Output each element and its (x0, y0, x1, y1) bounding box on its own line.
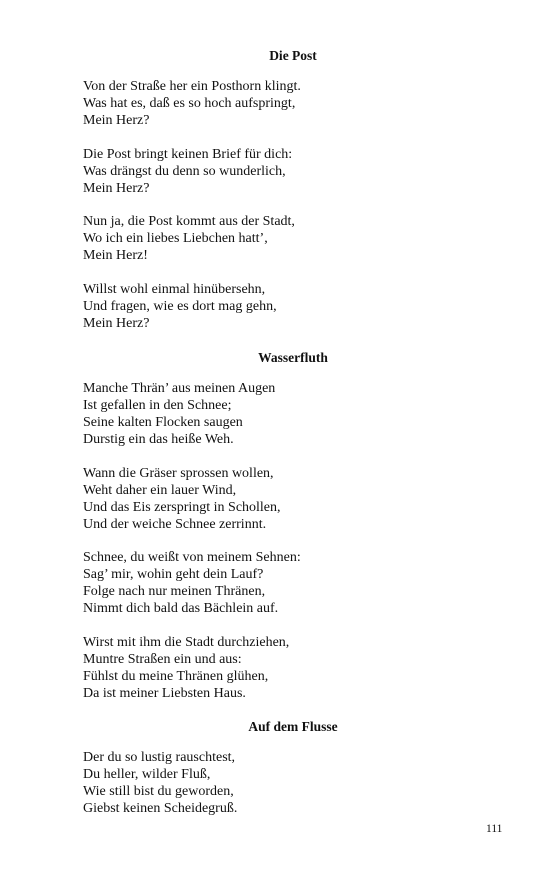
verse-line: Mein Herz? (83, 180, 150, 196)
verse-line: Wie still bist du geworden, (83, 784, 234, 799)
verse-line: Wo ich ein liebes Liebchen hatt’, (83, 231, 268, 246)
stanza (83, 549, 503, 617)
verse-line: Seine kalten Flocken saugen (83, 415, 243, 430)
verse-line: Und der weiche Schnee zerrinnt. (83, 516, 267, 532)
poem-title: Wasserfluth (258, 350, 328, 365)
verse-line: Mein Herz? (83, 113, 150, 128)
stanza (83, 380, 503, 448)
verse-line: Was hat es, daß es so hoch aufspringt, (83, 96, 296, 111)
stanza (83, 749, 503, 817)
verse-line: Durstig ein das heiße Weh. (83, 432, 234, 447)
verse-line: Willst wohl einmal hinübersehn, (83, 281, 266, 297)
page-number: 111 (486, 823, 503, 835)
stanza (83, 281, 503, 332)
verse-line: Wirst mit ihm die Stadt durchziehen, (83, 634, 290, 650)
verse-line: Giebst keinen Scheidegruß. (83, 801, 238, 816)
poem-title: Auf dem Flusse (248, 719, 338, 734)
verse-line: Muntre Straßen ein und aus: (83, 651, 242, 667)
verse-line: Ist gefallen in den Schnee; (83, 398, 232, 413)
verse-line: Und fragen, wie es dort mag gehn, (83, 298, 277, 314)
stanza (83, 634, 503, 702)
verse-line: Mein Herz? (83, 315, 150, 331)
verse-line: Von der Straße her ein Posthorn klingt. (83, 79, 301, 94)
verse-line: Folge nach nur meinen Thränen, (83, 584, 266, 599)
verse-line: Da ist meiner Liebsten Haus. (83, 685, 246, 701)
verse-line: Nun ja, die Post kommt aus der Stadt, (83, 214, 295, 229)
verse-line: Die Post bringt keinen Brief für dich: (83, 146, 293, 162)
verse-line: Fühlst du meine Thränen glühen, (83, 668, 269, 684)
verse-line: Manche Thrän’ aus meinen Augen (83, 381, 276, 396)
verse-line: Schnee, du weißt von meinem Sehnen: (83, 550, 301, 565)
verse-line: Wann die Gräser sprossen wollen, (83, 465, 274, 481)
poem-auf-dem-flusse (83, 718, 503, 834)
poem-die-post (83, 47, 503, 348)
stanza (83, 465, 503, 533)
verse-line: Du heller, wilder Fluß, (83, 767, 211, 782)
stanza (83, 146, 503, 197)
verse-line: Was drängst du denn so wunderlich, (83, 163, 286, 179)
verse-line: Nimmt dich bald das Bächlein auf. (83, 601, 279, 616)
verse-line: Und das Eis zerspringt in Schollen, (83, 499, 281, 515)
verse-line: Der du so lustig rauschtest, (83, 750, 236, 765)
verse-line: Mein Herz! (83, 248, 148, 263)
stanza (83, 78, 503, 129)
stanza (83, 213, 503, 264)
poem-wasserfluth (83, 349, 503, 718)
verse-line: Weht daher ein lauer Wind, (83, 482, 237, 498)
verse-line: Sag’ mir, wohin geht dein Lauf? (83, 567, 264, 582)
poem-title: Die Post (269, 48, 317, 63)
